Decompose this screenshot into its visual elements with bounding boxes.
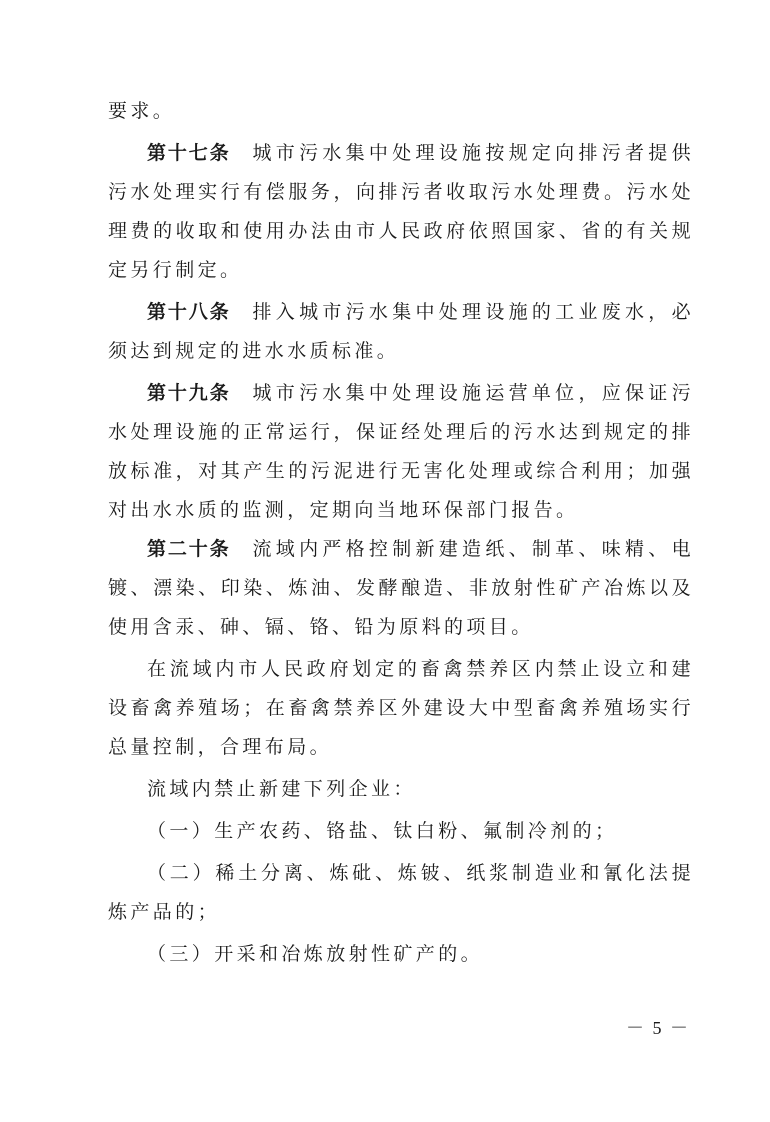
livestock-paragraph: 在流域内市人民政府划定的畜禽禁养区内禁止设立和建设畜禽养殖场；在畜禽禁养区外建设大中型畜禽养殖场实行总量控制，合理布局。 — [108, 658, 694, 758]
article-19-text: 城市污水集中处理设施运营单位，应保证污水处理设施的正常运行，保证经处理后的污水达到规定的排放标准，对其产生的污泥进行无害化处理或综合利用；加强对出水水质的监测，定期向当地环保部门报告。 — [108, 382, 694, 521]
article-17-label: 第十七条 — [147, 142, 231, 164]
intro-paragraph: 要求。 — [108, 100, 176, 122]
article-20-label: 第二十条 — [147, 538, 231, 560]
article-20-text: 流域内严格控制新建造纸、制革、味精、电镀、漂染、印染、炼油、发酵酿造、非放射性矿产冶炼以及使用含汞、砷、镉、铬、铅为原料的项目。 — [108, 538, 694, 638]
article-17 — [108, 134, 694, 290]
document-body — [108, 92, 694, 974]
article-17-text: 城市污水集中处理设施按规定向排污者提供污水处理实行有偿服务，向排污者收取污水处理费。污水处理费的收取和使用办法由市人民政府依照国家、省的有关规定另行制定。 — [108, 142, 694, 281]
article-19-label: 第十九条 — [147, 382, 231, 404]
article-20 — [108, 530, 694, 647]
list-item-2: （二）稀土分离、炼砒、炼铍、纸浆制造业和氰化法提炼产品的； — [108, 862, 694, 923]
article-18 — [108, 293, 694, 371]
list-item-1: （一）生产农药、铬盐、钛白粉、氟制冷剂的； — [147, 820, 618, 842]
list-item-3: （三）开采和冶炼放射性矿产的。 — [147, 943, 484, 965]
article-18-text: 排入城市污水集中处理设施的工业废水，必须达到规定的进水水质标准。 — [108, 301, 694, 362]
page-number: － 5 － — [626, 1018, 690, 1038]
prohibition-intro: 流域内禁止新建下列企业： — [147, 778, 416, 800]
article-18-label: 第十八条 — [147, 301, 231, 323]
article-19 — [108, 374, 694, 530]
